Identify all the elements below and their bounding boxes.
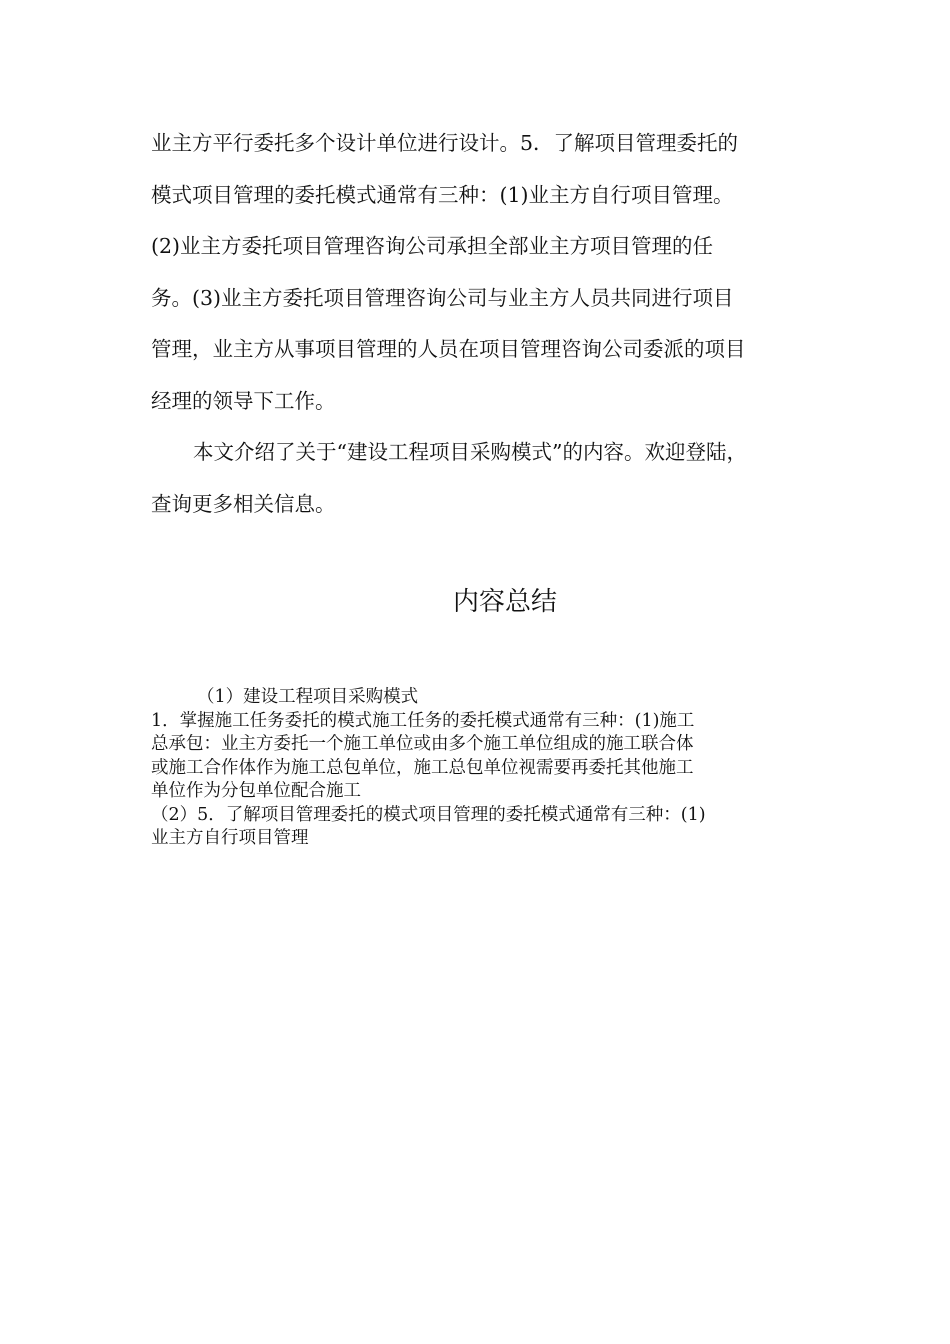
body-line: (2)业主方委托项目管理咨询公司承担全部业主方项目管理的任	[151, 234, 714, 258]
body-text	[151, 118, 811, 530]
body-line: 业主方平行委托多个设计单位进行设计。5．了解项目管理委托的	[151, 131, 739, 155]
summary-line: 业主方自行项目管理	[151, 828, 309, 848]
closing-paragraph-line: 本文介绍了关于“建设工程项目采购模式”的内容。欢迎登陆，	[193, 440, 747, 464]
body-line: 务。(3)业主方委托项目管理咨询公司与业主方人员共同进行项目	[151, 285, 734, 310]
body-line: 管理，业主方从事项目管理的人员在项目管理咨询公司委派的项目	[151, 337, 746, 361]
closing-paragraph-line: 查询更多相关信息。	[151, 491, 336, 516]
summary-item-heading: （1）建设工程项目采购模式	[197, 687, 419, 707]
summary-section	[151, 686, 811, 851]
summary-line: （2）5．了解项目管理委托的模式项目管理的委托模式通常有三种：(1)	[151, 804, 706, 825]
summary-line: 总承包：业主方委托一个施工单位或由多个施工单位组成的施工联合体	[151, 734, 694, 754]
summary-line: 1．掌握施工任务委托的模式施工任务的委托模式通常有三种：(1)施工	[151, 710, 695, 731]
body-line: 经理的领导下工作。	[151, 388, 336, 413]
summary-line: 或施工合作体作为施工总包单位，施工总包单位视需要再委托其他施工	[151, 757, 694, 778]
body-line: 模式项目管理的委托模式通常有三种：(1)业主方自行项目管理。	[151, 182, 734, 207]
summary-line: 单位作为分包单位配合施工	[151, 781, 361, 801]
summary-heading: 内容总结	[452, 587, 557, 617]
